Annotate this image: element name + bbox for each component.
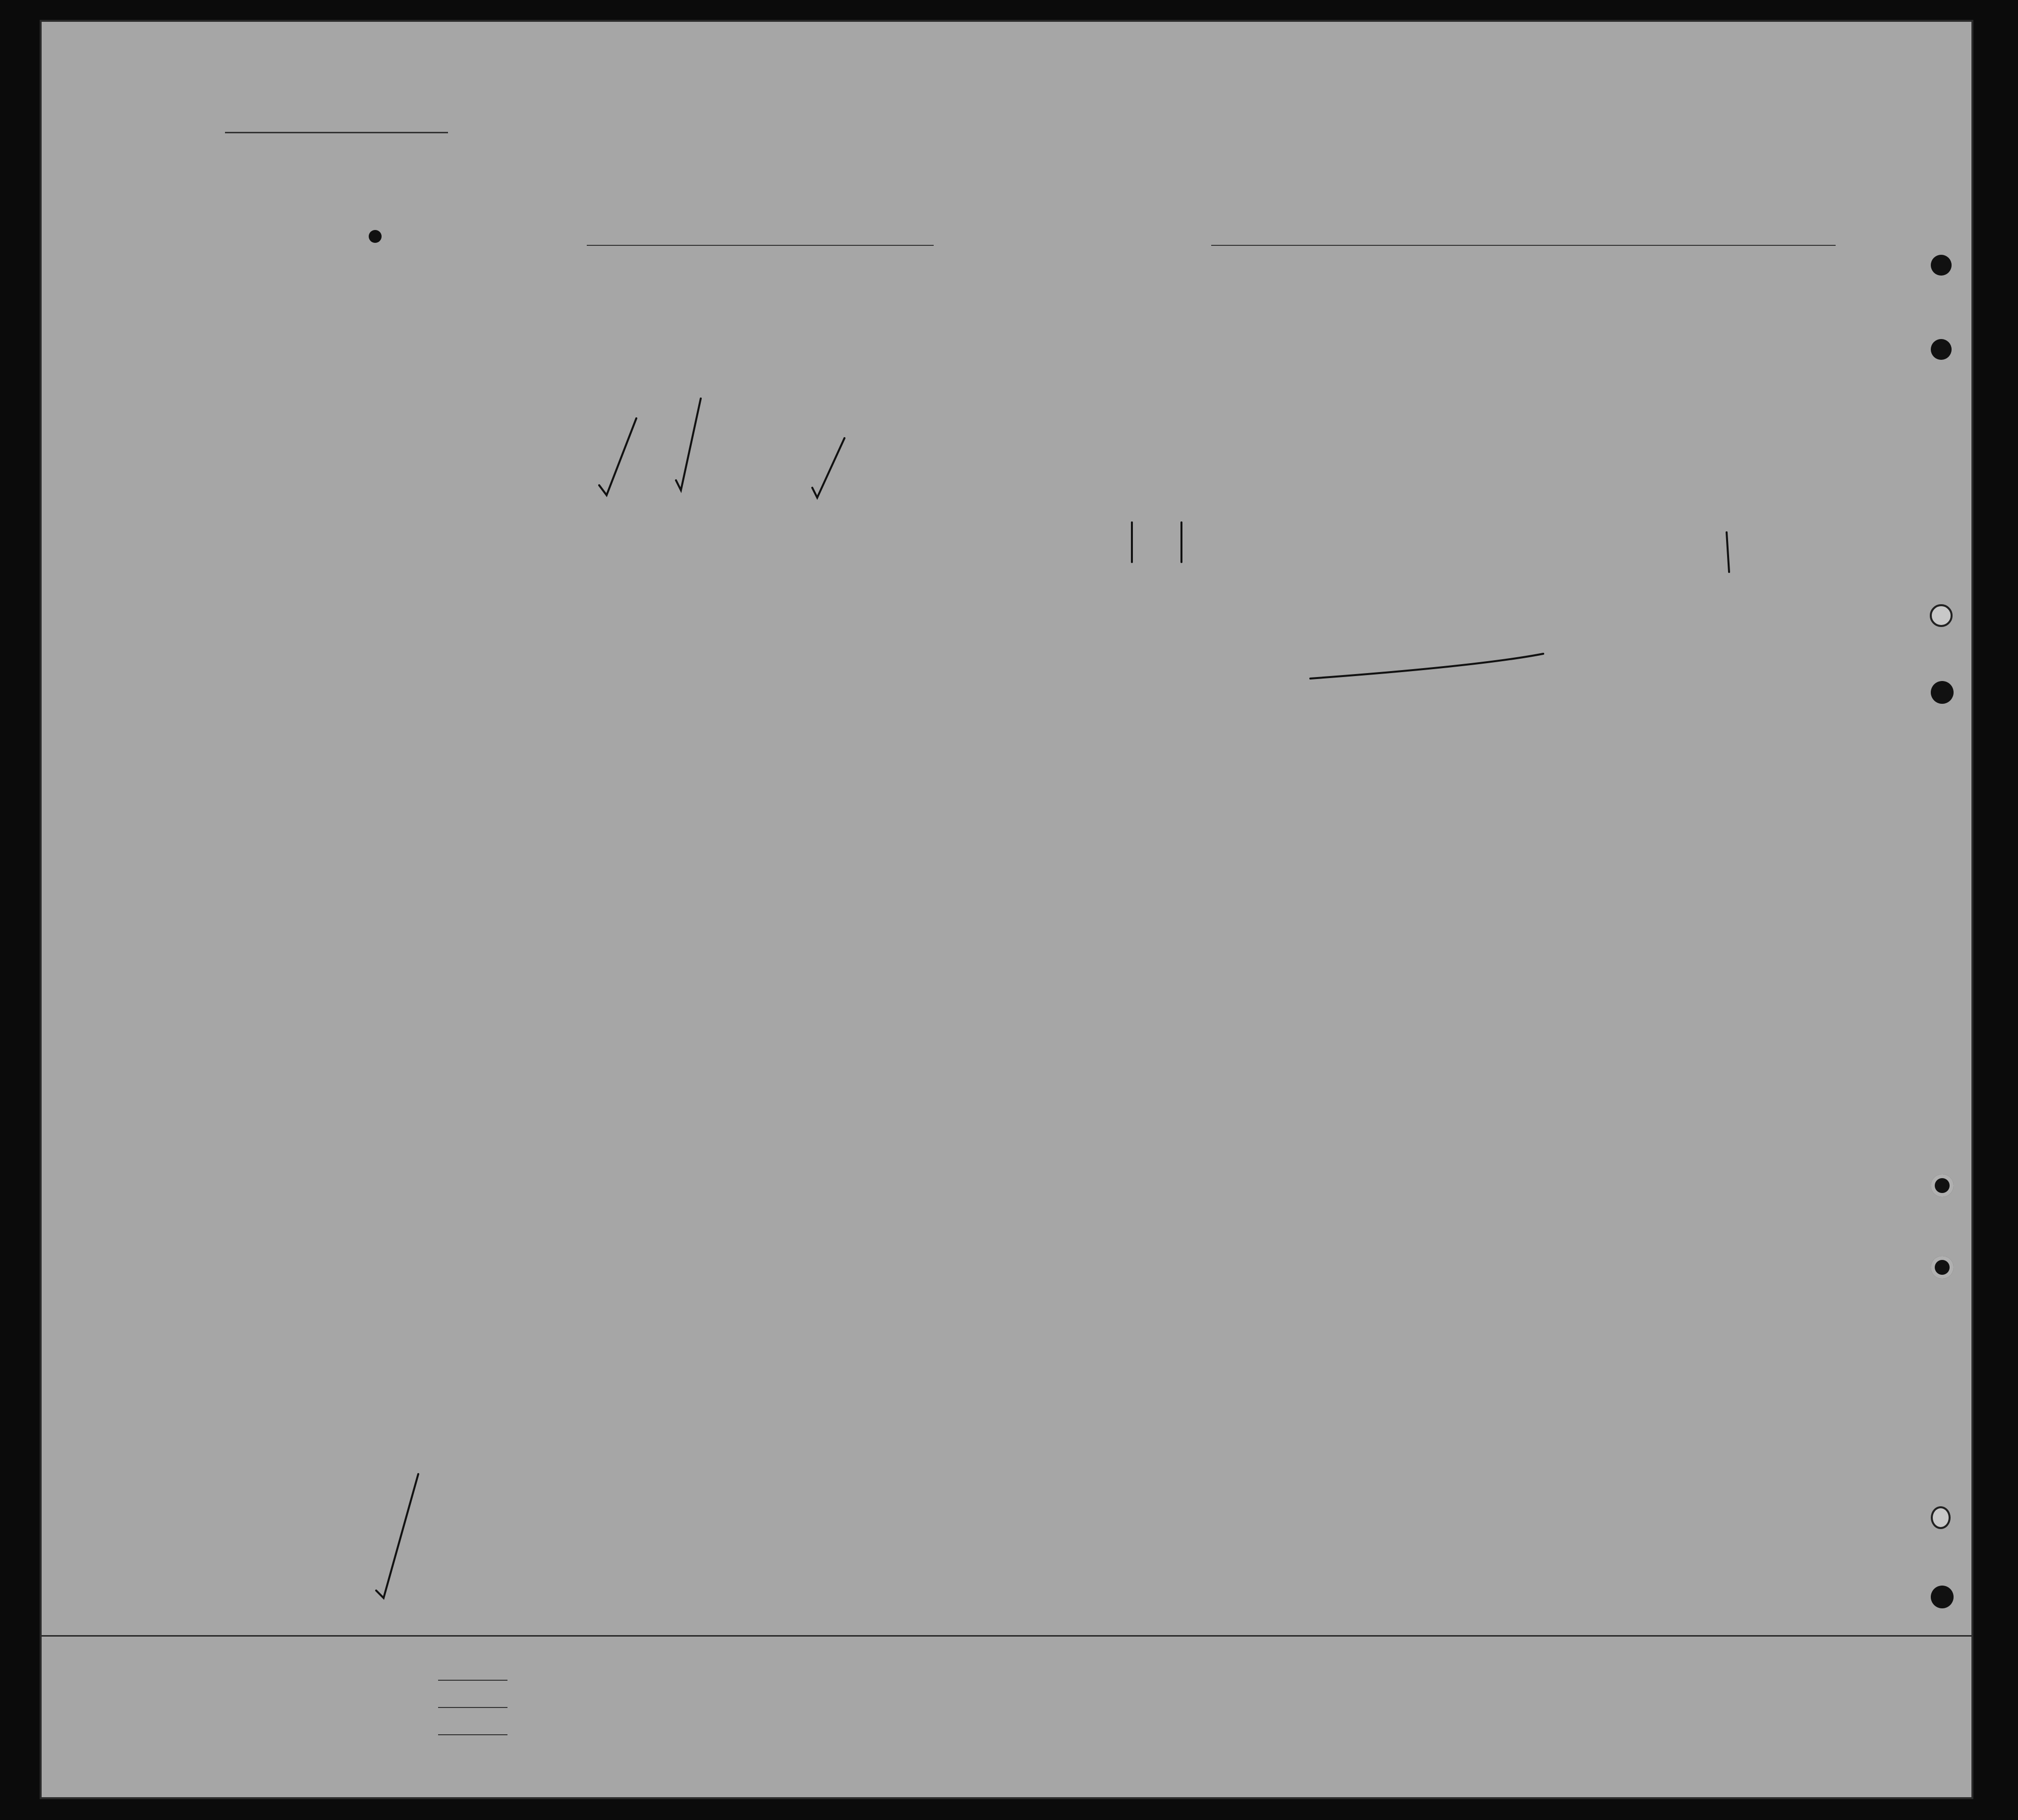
- aliens-value: [438, 1734, 507, 1735]
- footer-divider: [42, 1635, 1973, 1637]
- binder-hole: [1931, 1174, 1954, 1197]
- residence-ditto-mark: [1727, 532, 1729, 572]
- binder-hole: [1931, 1586, 1954, 1608]
- bottom-checkmark: [376, 1474, 418, 1598]
- birth-ditto-marks: [1132, 522, 1181, 562]
- binder-hole: [1931, 255, 1952, 276]
- age-checkmark: [599, 418, 636, 495]
- language-checkmark: [812, 438, 844, 498]
- sex-checkmark: [676, 398, 701, 490]
- binder-hole: [1931, 1506, 1951, 1529]
- signature-stroke: [1310, 654, 1543, 679]
- binder-hole: [1931, 1256, 1954, 1279]
- hand-marks: [42, 22, 1973, 1799]
- manifest-sheet: [40, 20, 1973, 1799]
- binder-hole: [1930, 604, 1953, 627]
- us-citizens-value: [438, 1707, 507, 1708]
- binder-hole: [1931, 681, 1954, 704]
- binder-hole: [1931, 339, 1952, 360]
- total-passengers-value: [438, 1680, 507, 1681]
